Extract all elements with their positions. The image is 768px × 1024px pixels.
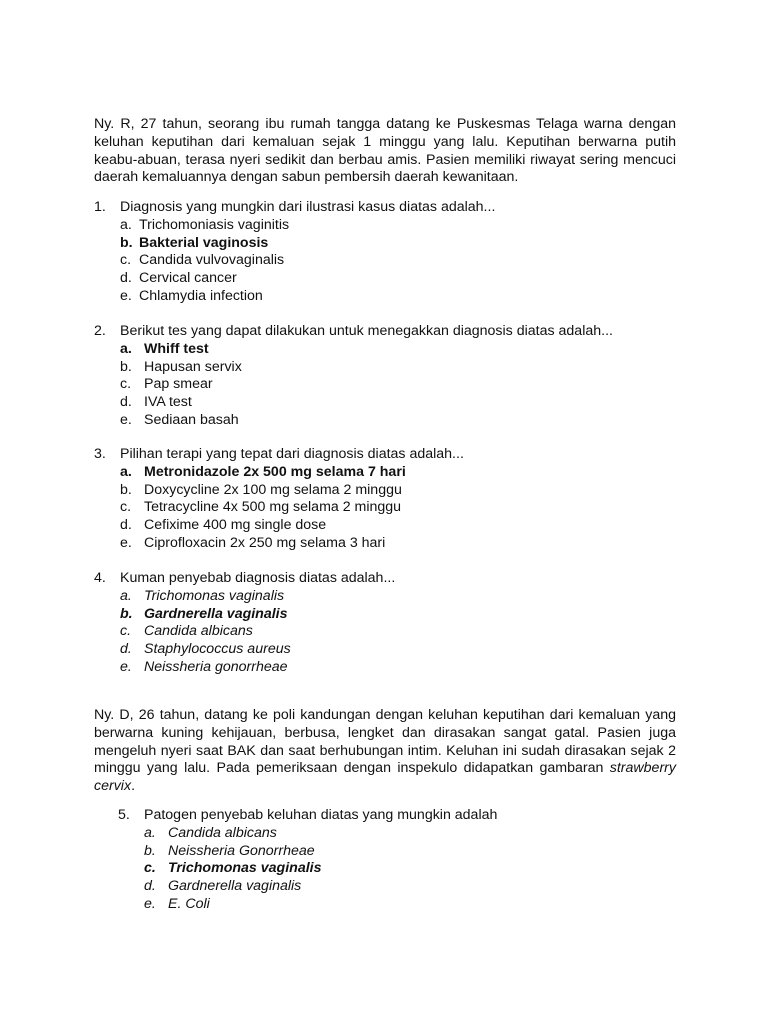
option-label: d.	[120, 394, 132, 411]
option-e	[118, 896, 708, 914]
option-text: Trichomonas vaginalis	[144, 587, 285, 604]
option-b	[94, 359, 684, 377]
option-label: b.	[120, 358, 132, 375]
option-b-correct	[94, 606, 684, 624]
question-4	[94, 570, 684, 677]
question-5	[118, 807, 708, 914]
question-number: 5.	[118, 807, 130, 823]
question-number: 2.	[94, 323, 106, 339]
option-label: a.	[120, 463, 132, 480]
option-label: e.	[120, 411, 132, 428]
option-label: d.	[144, 878, 156, 895]
option-text: Cefixime 400 mg single dose	[144, 517, 327, 534]
option-text: Bakterial vaginosis	[139, 234, 269, 251]
option-a	[118, 825, 708, 843]
option-a	[94, 217, 684, 235]
option-label: b.	[144, 842, 156, 859]
option-text: Tetracycline 4x 500 mg selama 2 minggu	[144, 499, 402, 516]
option-text: Cervical cancer	[139, 270, 237, 287]
question-text: Kuman penyebab diagnosis diatas adalah...	[120, 570, 396, 586]
option-label: d.	[120, 641, 132, 658]
option-text: Trichomonas vaginalis	[168, 860, 322, 877]
option-c	[94, 252, 684, 270]
case-2-text: Ny. D, 26 tahun, datang ke poli kandungan dengan keluhan keputihan dari kemaluan yang berwarna kuning kehijauan, berbusa, lengket dan dirasakan sangat gatal. Pasien juga mengeluh nyeri saat BAK dan saat berhubungan intim. Keluhan ini sudah dirasakan sejak 2 minggu yang lalu. Pada pemeriksaan dengan inspekulo didapatkan gambaran	[94, 707, 676, 777]
option-text: Sediaan basah	[144, 411, 239, 428]
option-d	[94, 641, 684, 659]
question-text: Pilihan terapi yang tepat dari diagnosis diatas adalah...	[120, 446, 464, 462]
option-c-correct	[118, 860, 708, 878]
option-label: e.	[120, 658, 132, 675]
option-a-correct	[94, 464, 684, 482]
option-text: Gardnerella vaginalis	[144, 605, 288, 622]
case-2-end: .	[131, 778, 136, 795]
option-a	[94, 588, 684, 606]
option-text: Neissheria Gonorrheae	[168, 842, 315, 859]
option-text: Hapusan servix	[144, 358, 242, 375]
option-d	[94, 394, 684, 412]
question-number: 4.	[94, 570, 106, 586]
option-label: c.	[120, 499, 132, 516]
question-number: 3.	[94, 446, 106, 462]
option-label: b.	[120, 605, 133, 622]
option-label: e.	[120, 287, 132, 304]
case-1-paragraph: Ny. R, 27 tahun, seorang ibu rumah tangga datang ke Puskesmas Telaga warna dengan keluhan keputihan dari kemaluan sejak 1 minggu yang lalu. Keputihan berwarna putih keabu-abuan, terasa nyeri sedikit dan berbau amis. Pasien memiliki riwayat sering mencuci daerah kemaluannya dengan sabun pembersih daerah kewanitaan.	[94, 116, 676, 186]
option-text: Doxycycline 2x 100 mg selama 2 minggu	[144, 481, 402, 498]
option-text: Trichomoniasis vaginitis	[139, 216, 290, 233]
question-text: Patogen penyebab keluhan diatas yang mungkin adalah	[144, 807, 498, 823]
option-label: a.	[144, 824, 156, 841]
option-d	[118, 878, 708, 896]
option-text: Ciprofloxacin 2x 250 mg selama 3 hari	[144, 534, 386, 551]
option-e	[94, 288, 684, 306]
option-text: Whiff test	[144, 340, 209, 357]
option-label: e.	[144, 895, 156, 912]
option-d	[94, 270, 684, 288]
option-label: c.	[120, 252, 132, 269]
option-label: d.	[120, 517, 132, 534]
question-2	[94, 323, 684, 430]
option-text: Staphylococcus aureus	[144, 641, 291, 658]
option-label: a.	[120, 216, 132, 233]
option-d	[94, 517, 684, 535]
option-label: c.	[120, 623, 132, 640]
option-text: Candida albicans	[144, 623, 253, 640]
option-label: a.	[120, 340, 132, 357]
option-e	[94, 535, 684, 553]
case-2-italic-term: strawberry cervix	[94, 760, 676, 795]
option-c	[94, 623, 684, 641]
option-text: IVA test	[144, 394, 192, 411]
option-label: b.	[120, 481, 132, 498]
option-text: Gardnerella vaginalis	[168, 878, 302, 895]
option-c	[94, 499, 684, 517]
option-b	[94, 482, 684, 500]
question-1	[94, 199, 684, 306]
option-b	[118, 843, 708, 861]
question-text: Berikut tes yang dapat dilakukan untuk menegakkan diagnosis diatas adalah...	[120, 323, 613, 339]
option-label: e.	[120, 534, 132, 551]
option-text: Candida albicans	[168, 824, 277, 841]
option-c	[94, 376, 684, 394]
question-text: Diagnosis yang mungkin dari ilustrasi kasus diatas adalah...	[120, 199, 496, 215]
option-label: b.	[120, 234, 133, 251]
option-text: Metronidazole 2x 500 mg selama 7 hari	[144, 463, 406, 480]
option-e	[94, 659, 684, 677]
option-text: Neissheria gonorrheae	[144, 658, 288, 675]
option-label: c.	[144, 860, 156, 877]
option-b-correct	[94, 235, 684, 253]
option-text: E. Coli	[168, 895, 210, 912]
question-number: 1.	[94, 199, 106, 215]
option-text: Candida vulvovaginalis	[139, 252, 285, 269]
question-3	[94, 446, 684, 553]
case-2-paragraph	[94, 707, 676, 796]
option-label: c.	[120, 376, 132, 393]
option-e	[94, 412, 684, 430]
option-a-correct	[94, 341, 684, 359]
option-text: Chlamydia infection	[139, 287, 263, 304]
option-label: d.	[120, 270, 132, 287]
option-text: Pap smear	[144, 376, 213, 393]
option-label: a.	[120, 587, 132, 604]
